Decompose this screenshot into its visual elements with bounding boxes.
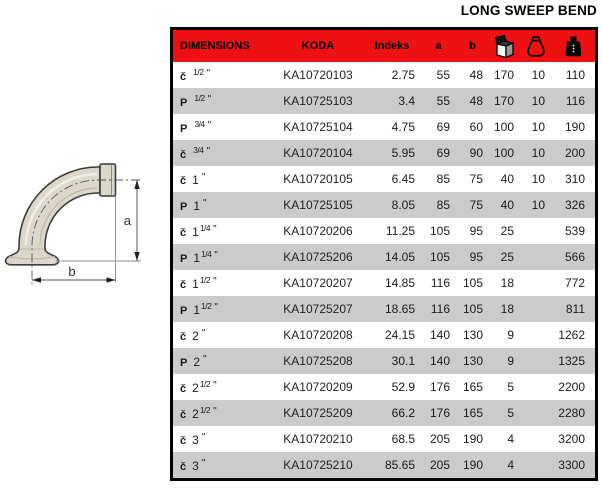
cell-box-qty: 25 xyxy=(500,250,514,264)
cell-dimensions: č $2^{1/2}$ " xyxy=(180,379,217,395)
cell-koda: KA10720210 xyxy=(283,432,353,446)
cell-weight: 190 xyxy=(564,120,585,134)
cell-dimensions: č 2 " xyxy=(180,327,206,343)
cell-indeks: 14.05 xyxy=(384,250,415,264)
cell-bag-qty: 10 xyxy=(531,198,545,212)
cell-b: 165 xyxy=(462,406,483,420)
cell-weight: 200 xyxy=(564,146,585,160)
cell-a: 105 xyxy=(429,224,450,238)
cell-box-qty: 18 xyxy=(500,302,514,316)
cell-koda: KA10720105 xyxy=(283,172,353,186)
type-letter: P xyxy=(180,200,188,213)
product-table xyxy=(170,27,598,481)
cell-a: 176 xyxy=(429,406,450,420)
type-letter: P xyxy=(180,356,188,369)
dimension-label-a: a xyxy=(123,213,131,228)
header-b: b xyxy=(469,40,476,52)
cell-b: 130 xyxy=(462,328,483,342)
cell-a: 69 xyxy=(436,146,450,160)
cell-indeks: 8.05 xyxy=(391,198,415,212)
cell-weight: 3200 xyxy=(558,432,585,446)
cell-bag-qty: 10 xyxy=(531,94,545,108)
cell-koda: KA10725105 xyxy=(283,198,353,212)
cell-koda: KA10725104 xyxy=(283,120,353,134)
cell-b: 95 xyxy=(469,250,483,264)
cell-dimensions: č 3 " xyxy=(180,457,206,473)
table-row xyxy=(173,426,595,452)
type-letter: P xyxy=(180,253,188,265)
cell-box-qty: 170 xyxy=(493,94,514,108)
cell-dimensions: P $1^{1/4}$ " xyxy=(180,249,218,265)
cell-box-qty: 9 xyxy=(507,354,514,368)
cell-bag-qty: 10 xyxy=(531,172,545,186)
cell-weight: 566 xyxy=(564,250,585,264)
cell-dimensions: č $1^{1/2}$ " xyxy=(180,275,217,291)
cell-a: 205 xyxy=(429,458,450,472)
long-sweep-bend-diagram xyxy=(0,148,170,313)
cell-a: 85 xyxy=(436,172,450,186)
cell-indeks: 66.2 xyxy=(391,406,415,420)
cell-weight: 2200 xyxy=(558,380,585,394)
cell-b: 105 xyxy=(462,302,483,316)
type-letter: č xyxy=(180,174,187,187)
cell-koda: KA10720207 xyxy=(283,276,353,290)
cell-b: 48 xyxy=(469,94,483,108)
table-row xyxy=(173,270,595,296)
cell-box-qty: 40 xyxy=(500,198,514,212)
table-body xyxy=(173,62,595,478)
cell-dimensions: č $2^{1/2}$ " xyxy=(180,405,217,421)
cell-indeks: 52.9 xyxy=(391,380,415,394)
cell-koda: KA10725208 xyxy=(283,354,353,368)
type-letter: č xyxy=(180,71,187,83)
cell-koda: KA10725207 xyxy=(283,302,353,316)
cell-dimensions: P $1^{1/2}$ " xyxy=(180,301,218,317)
cell-b: 105 xyxy=(462,276,483,290)
cell-dimensions: č $^{1/2}$ " xyxy=(180,67,211,83)
page-title: LONG SWEEP BEND xyxy=(460,3,597,18)
table-row xyxy=(173,348,595,374)
cell-koda: KA10720206 xyxy=(283,224,353,238)
type-letter: č xyxy=(180,279,187,291)
cell-a: 105 xyxy=(429,250,450,264)
table-row xyxy=(173,192,595,218)
cell-koda: KA10725103 xyxy=(283,94,353,108)
cell-indeks: 2.75 xyxy=(391,68,415,82)
cell-box-qty: 4 xyxy=(507,458,514,472)
header-indeks: Indeks xyxy=(374,40,410,52)
table-header xyxy=(173,30,595,62)
type-letter: č xyxy=(180,149,187,161)
cell-indeks: 5.95 xyxy=(391,146,415,160)
cell-b: 75 xyxy=(469,172,483,186)
cell-box-qty: 9 xyxy=(507,328,514,342)
table-row xyxy=(173,88,595,114)
cell-a: 85 xyxy=(436,198,450,212)
cell-weight: 2280 xyxy=(558,406,585,420)
cell-dimensions: P $^{1/2}$ " xyxy=(180,93,212,109)
cell-box-qty: 5 xyxy=(507,406,514,420)
cell-b: 165 xyxy=(462,380,483,394)
weight-icon xyxy=(551,36,595,57)
table-row xyxy=(173,374,595,400)
cell-b: 130 xyxy=(462,354,483,368)
cell-bag-qty: 10 xyxy=(531,120,545,134)
type-letter: č xyxy=(180,409,187,421)
cell-weight: 772 xyxy=(564,276,585,290)
cell-box-qty: 18 xyxy=(500,276,514,290)
cell-weight: 539 xyxy=(564,224,585,238)
cell-indeks: 3.4 xyxy=(398,94,415,108)
cell-koda: KA10725209 xyxy=(283,406,353,420)
cell-koda: KA10725210 xyxy=(283,458,353,472)
table-row xyxy=(173,322,595,348)
cell-box-qty: 170 xyxy=(493,68,514,82)
cell-weight: 326 xyxy=(564,198,585,212)
cell-a: 116 xyxy=(430,302,450,316)
cell-box-qty: 100 xyxy=(493,120,514,134)
cell-a: 69 xyxy=(436,120,450,134)
table-row xyxy=(173,452,595,478)
cell-b: 48 xyxy=(469,68,483,82)
type-letter: P xyxy=(180,305,188,317)
cell-a: 205 xyxy=(429,432,450,446)
box-icon xyxy=(489,34,520,58)
cell-dimensions: P 2 " xyxy=(180,353,207,369)
dimension-label-b: b xyxy=(68,264,76,279)
cell-dimensions: P 1 " xyxy=(180,197,207,213)
cell-b: 60 xyxy=(469,120,483,134)
cell-indeks: 24.15 xyxy=(384,328,415,342)
type-letter: č xyxy=(180,227,187,239)
cell-koda: KA10720208 xyxy=(283,328,353,342)
cell-bag-qty: 10 xyxy=(531,68,545,82)
cell-dimensions: č 3 " xyxy=(180,431,206,447)
table-row xyxy=(173,140,595,166)
cell-weight: 110 xyxy=(565,68,585,82)
cell-indeks: 85.65 xyxy=(384,458,415,472)
cell-indeks: 68.5 xyxy=(391,432,415,446)
cell-koda: KA10725206 xyxy=(283,250,353,264)
table-row xyxy=(173,296,595,322)
cell-indeks: 18.65 xyxy=(384,302,415,316)
cell-box-qty: 100 xyxy=(493,146,514,160)
cell-b: 190 xyxy=(462,432,483,446)
type-letter: P xyxy=(180,123,188,135)
cell-a: 176 xyxy=(429,380,450,394)
table-row xyxy=(173,62,595,88)
type-letter: č xyxy=(180,383,187,395)
cell-a: 55 xyxy=(436,94,450,108)
pipe-body xyxy=(6,167,101,265)
cell-b: 95 xyxy=(469,224,483,238)
type-letter: P xyxy=(180,97,188,109)
cell-indeks: 30.1 xyxy=(391,354,415,368)
cell-weight: 310 xyxy=(564,172,585,186)
cell-weight: 116 xyxy=(565,94,585,108)
cell-koda: KA10720209 xyxy=(283,380,353,394)
cell-dimensions: č $1^{1/4}$ " xyxy=(180,223,217,239)
cell-indeks: 6.45 xyxy=(391,172,415,186)
header-dimensions: DIMENSIONS xyxy=(180,40,250,52)
cell-box-qty: 40 xyxy=(500,172,514,186)
bag-icon xyxy=(520,35,551,58)
cell-weight: 1325 xyxy=(558,354,585,368)
cell-b: 90 xyxy=(469,146,483,160)
cell-a: 140 xyxy=(429,354,450,368)
type-letter: č xyxy=(180,434,187,447)
table-row xyxy=(173,114,595,140)
cell-dimensions: P $^{3/4}$ " xyxy=(180,119,212,135)
cell-b: 190 xyxy=(462,458,483,472)
header-koda: KODA xyxy=(301,40,335,52)
header-a: a xyxy=(435,40,442,52)
table-row xyxy=(173,218,595,244)
cell-dimensions: č $^{3/4}$ " xyxy=(180,145,211,161)
cell-indeks: 11.25 xyxy=(385,224,415,238)
cell-koda: KA10720103 xyxy=(283,68,353,82)
cell-indeks: 14.85 xyxy=(384,276,415,290)
cell-weight: 811 xyxy=(565,302,585,316)
cell-a: 55 xyxy=(436,68,450,82)
cell-indeks: 4.75 xyxy=(391,120,415,134)
cell-b: 75 xyxy=(469,198,483,212)
cell-koda: KA10720104 xyxy=(283,146,353,160)
type-letter: č xyxy=(180,330,187,343)
cell-dimensions: č 1 " xyxy=(180,171,206,187)
cell-box-qty: 5 xyxy=(507,380,514,394)
cell-box-qty: 25 xyxy=(500,224,514,238)
table-row xyxy=(173,400,595,426)
cell-box-qty: 4 xyxy=(507,432,514,446)
cell-a: 140 xyxy=(429,328,450,342)
cell-weight: 1262 xyxy=(558,328,585,342)
table-row xyxy=(173,166,595,192)
cell-weight: 3300 xyxy=(558,458,585,472)
table-row xyxy=(173,244,595,270)
cell-a: 116 xyxy=(430,276,450,290)
type-letter: č xyxy=(180,460,187,473)
cell-bag-qty: 10 xyxy=(531,146,545,160)
